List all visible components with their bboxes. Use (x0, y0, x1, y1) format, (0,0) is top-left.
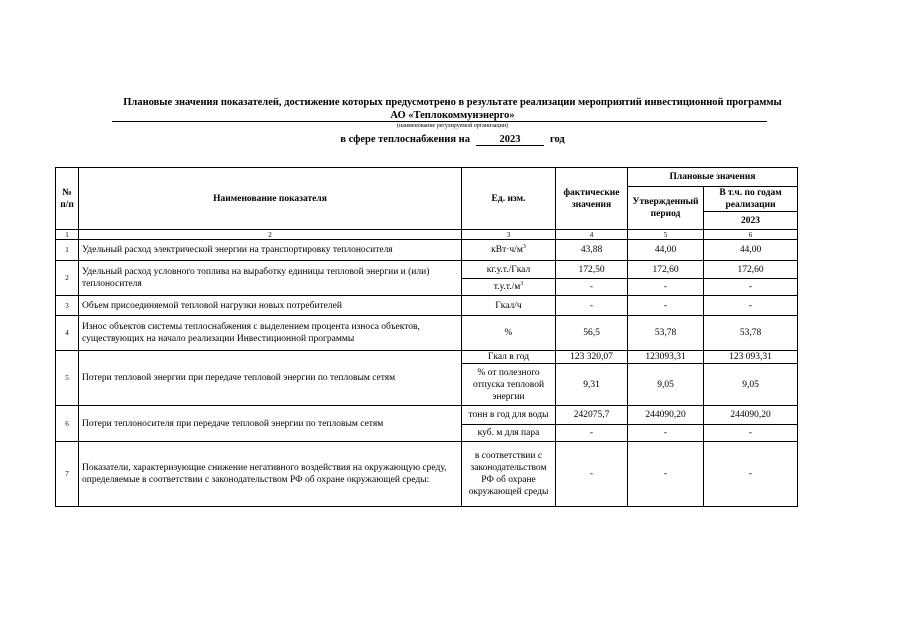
indicator-name: Износ объектов системы теплоснабжения с выделением процента износа объектов, существующих на начало реализации Инвестиционной программы (79, 316, 462, 351)
row-number: 1 (56, 240, 79, 261)
header-planned: Плановые значения (628, 168, 798, 187)
organization-name: АО «Теплокоммунэнерго» (390, 110, 515, 121)
year-value: 9,05 (704, 364, 798, 406)
unit-cell (462, 279, 556, 296)
unit-superscript: 3 (520, 280, 524, 287)
indicator-name: Объем присоединяемой тепловой нагрузки новых потребителей (79, 296, 462, 316)
col-number: 2 (79, 230, 462, 240)
row-number: 2 (56, 261, 79, 296)
unit-text: Гкал в год (487, 352, 530, 362)
approved-value: 9,05 (628, 364, 704, 406)
year-value: 53,78 (704, 316, 798, 351)
year-value: 123 093,31 (704, 351, 798, 364)
header-by-years: В т.ч. по годам реализации (704, 187, 798, 212)
unit-text: кВт·ч/м (491, 245, 523, 255)
organization-hint: (наименование регулируемой организации) (396, 123, 509, 129)
approved-value: 44,00 (628, 240, 704, 261)
actual-value: - (556, 279, 628, 296)
table-row (56, 442, 798, 507)
organization-underline (112, 121, 767, 122)
col-number: 6 (704, 230, 798, 240)
unit-text: % от полезного отпуска тепловой энергии (472, 367, 545, 402)
unit-cell (462, 240, 556, 261)
column-number-row (56, 230, 798, 240)
row-number: 6 (56, 406, 79, 442)
header-unit: Ед. изм. (462, 168, 556, 230)
unit-text: в соответствии с законодательством РФ об охране окружающей среды (468, 451, 549, 497)
approved-value: - (628, 425, 704, 442)
unit-text: % (504, 328, 513, 338)
header-actual: фактические значения (556, 168, 628, 230)
actual-value: 242075,7 (556, 406, 628, 425)
row-number: 5 (56, 351, 79, 406)
year-value: 244090,20 (704, 406, 798, 425)
table-row (56, 296, 798, 316)
actual-value: 56,5 (556, 316, 628, 351)
approved-value: - (628, 442, 704, 507)
table-row (56, 406, 798, 425)
year-value: - (704, 296, 798, 316)
unit-text: куб. м для пара (477, 428, 540, 438)
sphere-year: 2023 (476, 134, 544, 146)
unit-superscript: 3 (522, 243, 526, 250)
actual-value: - (556, 296, 628, 316)
unit-cell (462, 442, 556, 507)
indicator-name: Показатели, характеризующие снижение негативного воздействия на окружающую среду, определяемые в соответствии с законодательством РФ об охране окружающей среды: (79, 442, 462, 507)
actual-value: 123 320,07 (556, 351, 628, 364)
sphere-prefix: в сфере теплоснабжения на (340, 134, 470, 145)
unit-cell (462, 406, 556, 425)
col-number: 4 (556, 230, 628, 240)
unit-text: кг.у.т./Гкал (486, 264, 531, 275)
year-value: - (704, 425, 798, 442)
row-number: 7 (56, 442, 79, 507)
actual-value: 9,31 (556, 364, 628, 406)
col-number: 5 (628, 230, 704, 240)
col-number: 3 (462, 230, 556, 240)
indicators-table (55, 167, 798, 507)
table-row (56, 240, 798, 261)
unit-cell (462, 425, 556, 442)
col-number: 1 (56, 230, 79, 240)
header-approved: Утвержденный период (628, 187, 704, 230)
header-row (56, 168, 798, 187)
header-num: № п/п (56, 168, 79, 230)
table-row (56, 316, 798, 351)
actual-value: - (556, 442, 628, 507)
unit-cell (462, 296, 556, 316)
actual-value: - (556, 425, 628, 442)
approved-value: 172,60 (628, 261, 704, 279)
approved-value: 244090,20 (628, 406, 704, 425)
unit-text: Гкал/ч (495, 300, 522, 311)
header-year: 2023 (704, 212, 798, 230)
row-number: 4 (56, 316, 79, 351)
unit-cell (462, 316, 556, 351)
indicator-name: Потери теплоносителя при передаче тепловой энергии по тепловым сетям (79, 406, 462, 442)
header-name: Наименование показателя (79, 168, 462, 230)
actual-value: 172,50 (556, 261, 628, 279)
unit-text: тонн в год для воды (468, 410, 549, 420)
actual-value: 43,88 (556, 240, 628, 261)
indicator-name: Потери тепловой энергии при передаче тепловой энергии по тепловым сетям (79, 351, 462, 406)
table-row (56, 351, 798, 364)
unit-cell (462, 351, 556, 364)
sphere-line (0, 134, 905, 146)
unit-cell (462, 261, 556, 279)
approved-value: 53,78 (628, 316, 704, 351)
year-value: 44,00 (704, 240, 798, 261)
indicator-name: Удельный расход электрической энергии на транспортировку теплоносителя (79, 240, 462, 261)
indicator-name: Удельный расход условного топлива на выработку единицы тепловой энергии и (или) теплоносителя (79, 261, 462, 296)
document-title: Плановые значения показателей, достижение которых предусмотрено в результате реализации мероприятий инвестиционной программы (123, 97, 782, 108)
year-value: 172,60 (704, 261, 798, 279)
table-row (56, 261, 798, 279)
unit-cell (462, 364, 556, 406)
sphere-suffix: год (549, 134, 565, 145)
unit-text: т.у.т./м (493, 282, 521, 292)
year-value: - (704, 279, 798, 296)
row-number: 3 (56, 296, 79, 316)
approved-value: - (628, 279, 704, 296)
year-value: - (704, 442, 798, 507)
approved-value: 123093,31 (628, 351, 704, 364)
approved-value: - (628, 296, 704, 316)
